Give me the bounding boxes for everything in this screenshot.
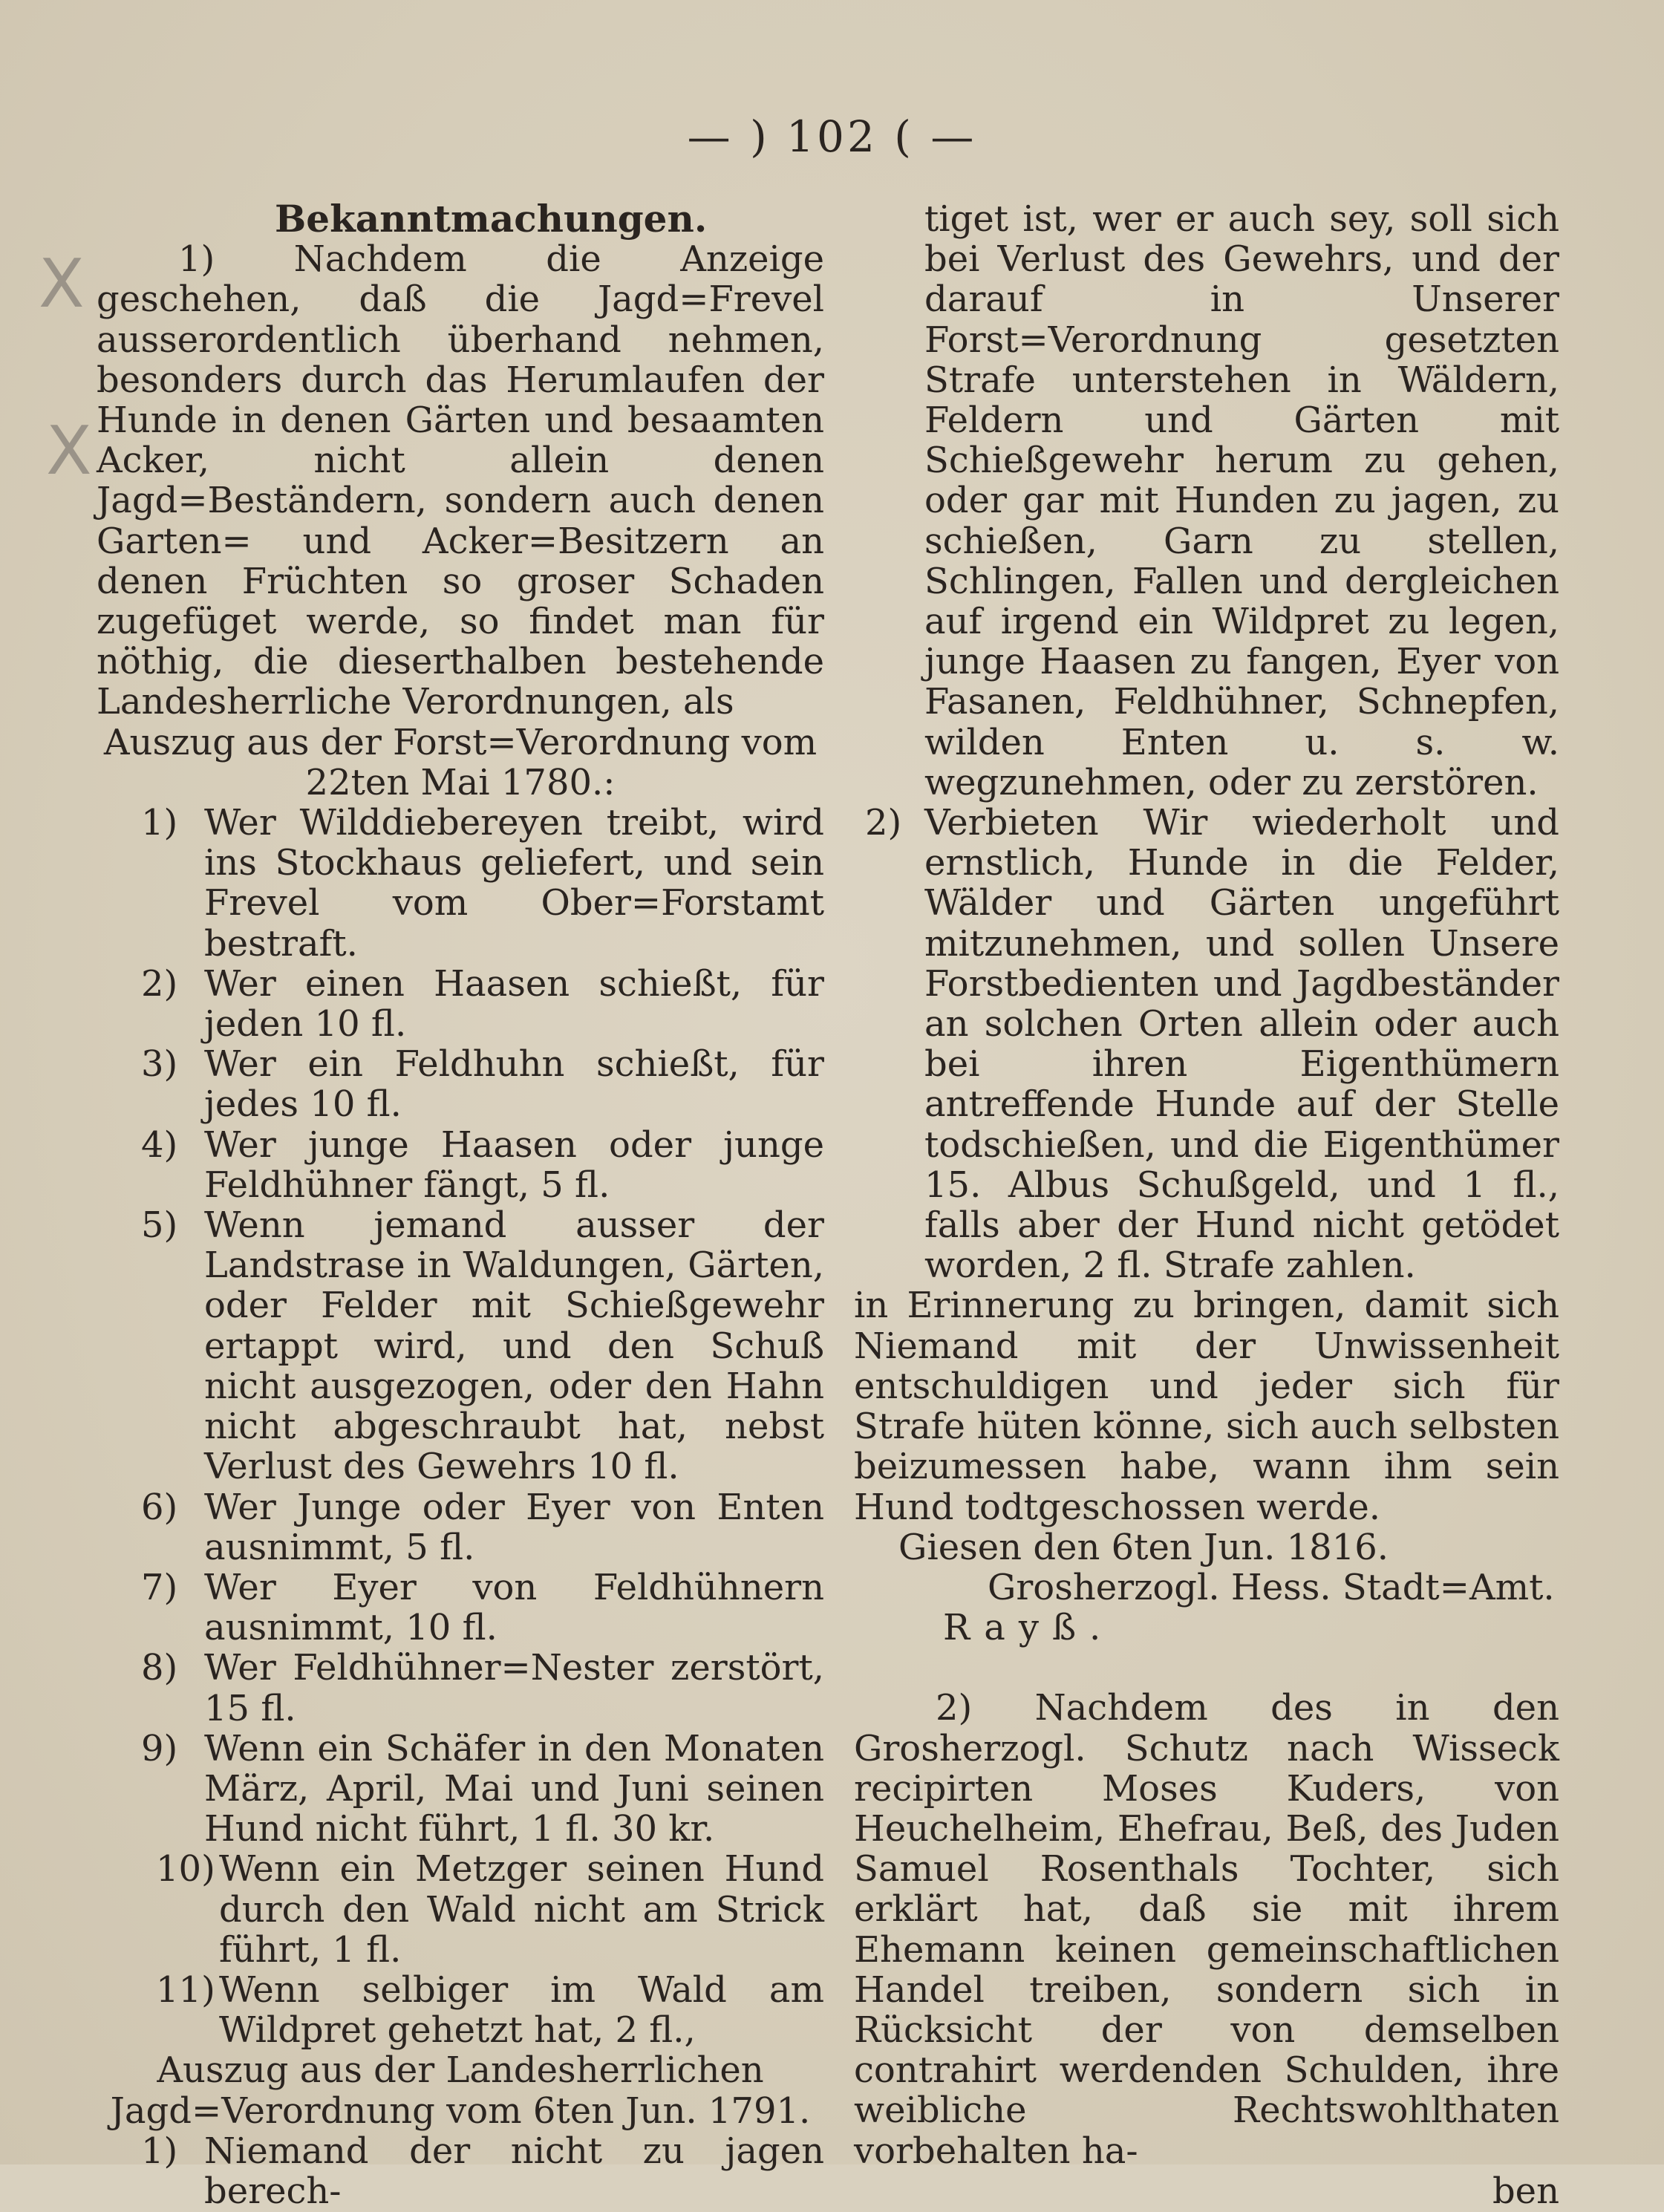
- item-number: 2): [141, 962, 178, 1005]
- item-text: Wenn ein Schäfer in den Monaten März, April, Mai und Juni seinen Hund nicht führt, 1 fl. 30 kr.: [204, 1727, 824, 1850]
- item-number: 7): [141, 1566, 178, 1608]
- item-text: Wer Wilddiebereyen treibt, wird ins Stockhaus geliefert, und sein Frevel vom Ober=Forstamt bestraft.: [204, 802, 824, 965]
- item-text: Wer Eyer von Feldhühnern ausnimmt, 10 fl.: [204, 1566, 824, 1649]
- list-item: [97, 1648, 824, 1728]
- list-item-continued: [854, 199, 1559, 803]
- item-number: 5): [141, 1204, 178, 1247]
- item-text: Wenn selbiger im Wald am Wildpret gehetzt hat, 2 fl.,: [219, 1968, 824, 2052]
- item-number: 3): [141, 1043, 178, 1086]
- list-item: [97, 1487, 824, 1567]
- list-item: [97, 1125, 824, 1205]
- item-number: 10): [156, 1848, 215, 1890]
- list-item: [97, 803, 824, 964]
- item-text: Niemand der nicht zu jagen berech-: [204, 2130, 824, 2212]
- list-item: [97, 1849, 824, 1970]
- notice-date: Giesen den 6ten Jun. 1816.: [898, 1526, 1389, 1568]
- left-column: [97, 199, 824, 2211]
- item-text: Wer Feldhühner=Nester zerstört, 15 fl.: [204, 1647, 824, 1729]
- item-number: 2): [865, 802, 902, 844]
- list-item: [854, 803, 1559, 1285]
- item-number: 1): [141, 2130, 178, 2172]
- list-item: [97, 2131, 824, 2211]
- item-number: 6): [141, 1486, 178, 1528]
- list-item: [97, 1970, 824, 2050]
- item-text: Wenn jemand ausser der Landstrase in Waldungen, Gärten, oder Felder mit Schießgewehr ertappt wird, und den Schuß nicht ausgezogen, oder den Hahn nicht abgeschraubt hat, nebst Verlust des Gewehrs 10 fl.: [204, 1204, 824, 1488]
- item-number: 11): [156, 1968, 215, 2011]
- list-item: [97, 1205, 824, 1487]
- notice-2: 2) Nachdem des in den Grosherzogl. Schutz nach Wisseck recipirten Moses Kuders, von Heuchelheim, Ehefrau, Beß, des Juden Samuel Rosenthals Tochter, sich erklärt hat, daß sie mit ihrem Ehemann keinen gemeinschaftlichen Handel treiben, sondern sich in Rücksicht der von demselben contrahirt werdenden Schulden, ihre weibliche Rechtswohlthaten vorbehalten ha-: [854, 1687, 1559, 2172]
- page-header: — ) 102 ( —: [687, 111, 977, 162]
- jagd-ordinance-title: Auszug aus der Landesherrlichen Jagd=Verordnung vom 6ten Jun. 1791.: [110, 2049, 811, 2132]
- item-text: Wer ein Feldhuhn schießt, für jedes 10 fl.: [204, 1043, 824, 1126]
- issuing-office: Grosherzogl. Hess. Stadt=Amt.: [988, 1566, 1555, 1608]
- notice-1-intro: 1) Nachdem die Anzeige geschehen, daß die Jagd=Frevel ausserordentlich überhand nehmen, besonders durch das Herumlaufen der Hunde in denen Gärten und besaamten Acker, nicht allein denen Jagd=Beständern, sondern auch denen Garten= und Acker=Besitzern an denen Früchten so groser Schaden zugefüget werde, so findet man für nöthig, die dieserthalben bestehende Landesherrliche Verordnungen, als: [97, 238, 824, 723]
- margin-mark-2: X: [46, 412, 92, 490]
- margin-mark-1: X: [39, 245, 85, 323]
- section-heading: Bekanntmachungen.: [275, 197, 708, 241]
- right-column: [854, 199, 1559, 2211]
- item-number: 4): [141, 1123, 178, 1166]
- item-number: 9): [141, 1727, 178, 1769]
- item-text: Wer Junge oder Eyer von Enten ausnimmt, 5 fl.: [204, 1486, 824, 1568]
- item-text: Wenn ein Metzger seinen Hund durch den Wald nicht am Strick führt, 1 fl.: [219, 1848, 824, 1971]
- list-item: [97, 1729, 824, 1850]
- catchword: ben: [1492, 2170, 1559, 2212]
- list-item: [97, 1044, 824, 1124]
- item-text: Verbieten Wir wiederholt und ernstlich, Hunde in die Felder, Wälder und Gärten ungeführt mitzunehmen, und sollen Unsere Forstbedienten und Jagdbeständer an solchen Orten allein oder auch bei ihren Eigenthümern antreffende Hunde auf der Stelle todschießen, und die Eigenthümer 15. Albus Schußgeld, und 1 fl., falls aber der Hund nicht getödet worden, 2 fl. Strafe zahlen.: [924, 802, 1559, 1287]
- signature: Rayß.: [943, 1607, 1115, 1649]
- item-number: 8): [141, 1647, 178, 1689]
- notice-1-closing: in Erinnerung zu bringen, damit sich Niemand mit der Unwissenheit entschuldigen und jeder sich für Strafe hüten könne, sich auch selbsten beizumessen habe, wann ihm sein Hund todtgeschossen werde.: [854, 1285, 1559, 1528]
- item-number: 1): [141, 802, 178, 844]
- item-text: Wer junge Haasen oder junge Feldhühner fängt, 5 fl.: [204, 1123, 824, 1206]
- list-item: [97, 1567, 824, 1648]
- item-text: Wer einen Haasen schießt, für jeden 10 fl.: [204, 962, 824, 1045]
- forst-ordinance-title: Auszug aus der Forst=Verordnung vom 22ten Mai 1780.:: [103, 721, 818, 803]
- list-item: [97, 964, 824, 1044]
- item-text: tiget ist, wer er auch sey, soll sich bei Verlust des Gewehrs, und der darauf in Unserer Forst=Verordnung gesetzten Strafe unterstehen in Wäldern, Feldern und Gärten mit Schießgewehr herum zu gehen, oder gar mit Hunden zu jagen, zu schießen, Garn zu stellen, Schlingen, Fallen und dergleichen auf irgend ein Wildpret zu legen, junge Haasen zu fangen, Eyer von Fasanen, Feldhühner, Schnepfen, wilden Enten u. s. w. wegzunehmen, oder zu zerstören.: [924, 198, 1559, 803]
